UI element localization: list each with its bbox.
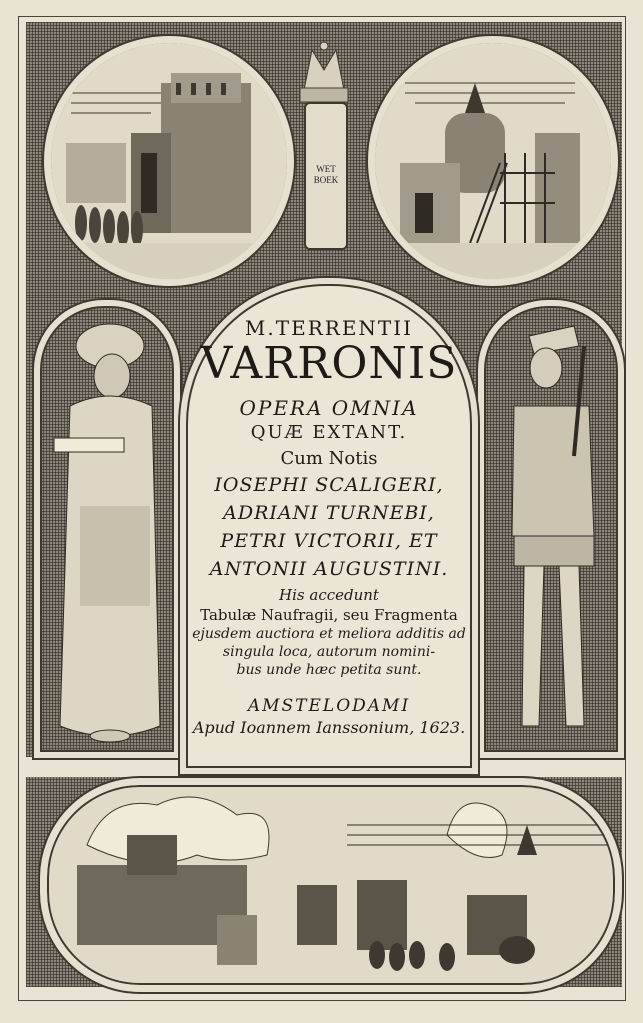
title-panel	[186, 284, 472, 768]
tower-scaffold-illustration	[375, 43, 611, 279]
book-label-line2: BOEK	[313, 175, 339, 185]
law-book-column	[294, 40, 354, 246]
title-page-frame	[26, 22, 622, 990]
supplement-intro: His accedunt	[279, 586, 379, 604]
armoured-king-figure	[484, 306, 618, 752]
right-niche-king	[478, 300, 624, 758]
supplement-line1: Tabulæ Naufragii, seu Fragmenta	[200, 606, 458, 624]
editor-scaliger: IOSEPHI SCALIGERI,	[214, 474, 444, 496]
editor-victorius: PETRI VICTORII, ET	[220, 530, 438, 552]
author-praenomen: M.TERRENTII	[244, 316, 414, 340]
supplement-line3: singula loca, autorum nomini-	[222, 644, 436, 660]
left-niche-scholar	[34, 300, 180, 758]
author-name: VARRONIS	[200, 338, 458, 389]
book-label-line1: WET	[316, 164, 336, 174]
bottom-siege-panel	[40, 778, 622, 992]
imprint-publisher: Apud Ioannem Ianssonium, 1623.	[192, 718, 466, 737]
editor-augustinus: ANTONII AUGUSTINI.	[209, 558, 449, 580]
siege-illustration	[47, 785, 615, 985]
supplement-line2: ejusdem auctiora et meliora additis ad	[192, 626, 466, 642]
top-right-medallion	[368, 36, 618, 286]
law-book	[304, 102, 348, 250]
top-left-medallion	[44, 36, 294, 286]
notes-intro: Cum Notis	[280, 448, 378, 469]
editor-turnebus: ADRIANI TURNEBI,	[223, 502, 435, 524]
work-subtitle: QUÆ EXTANT.	[250, 422, 408, 443]
work-title: OPERA OMNIA	[239, 396, 419, 420]
supplement-line4: bus unde hæc petita sunt.	[236, 662, 422, 678]
imprint-city: AMSTELODAMI	[247, 696, 411, 716]
castle-crowd-illustration	[51, 43, 287, 279]
scholar-figure	[40, 306, 174, 752]
